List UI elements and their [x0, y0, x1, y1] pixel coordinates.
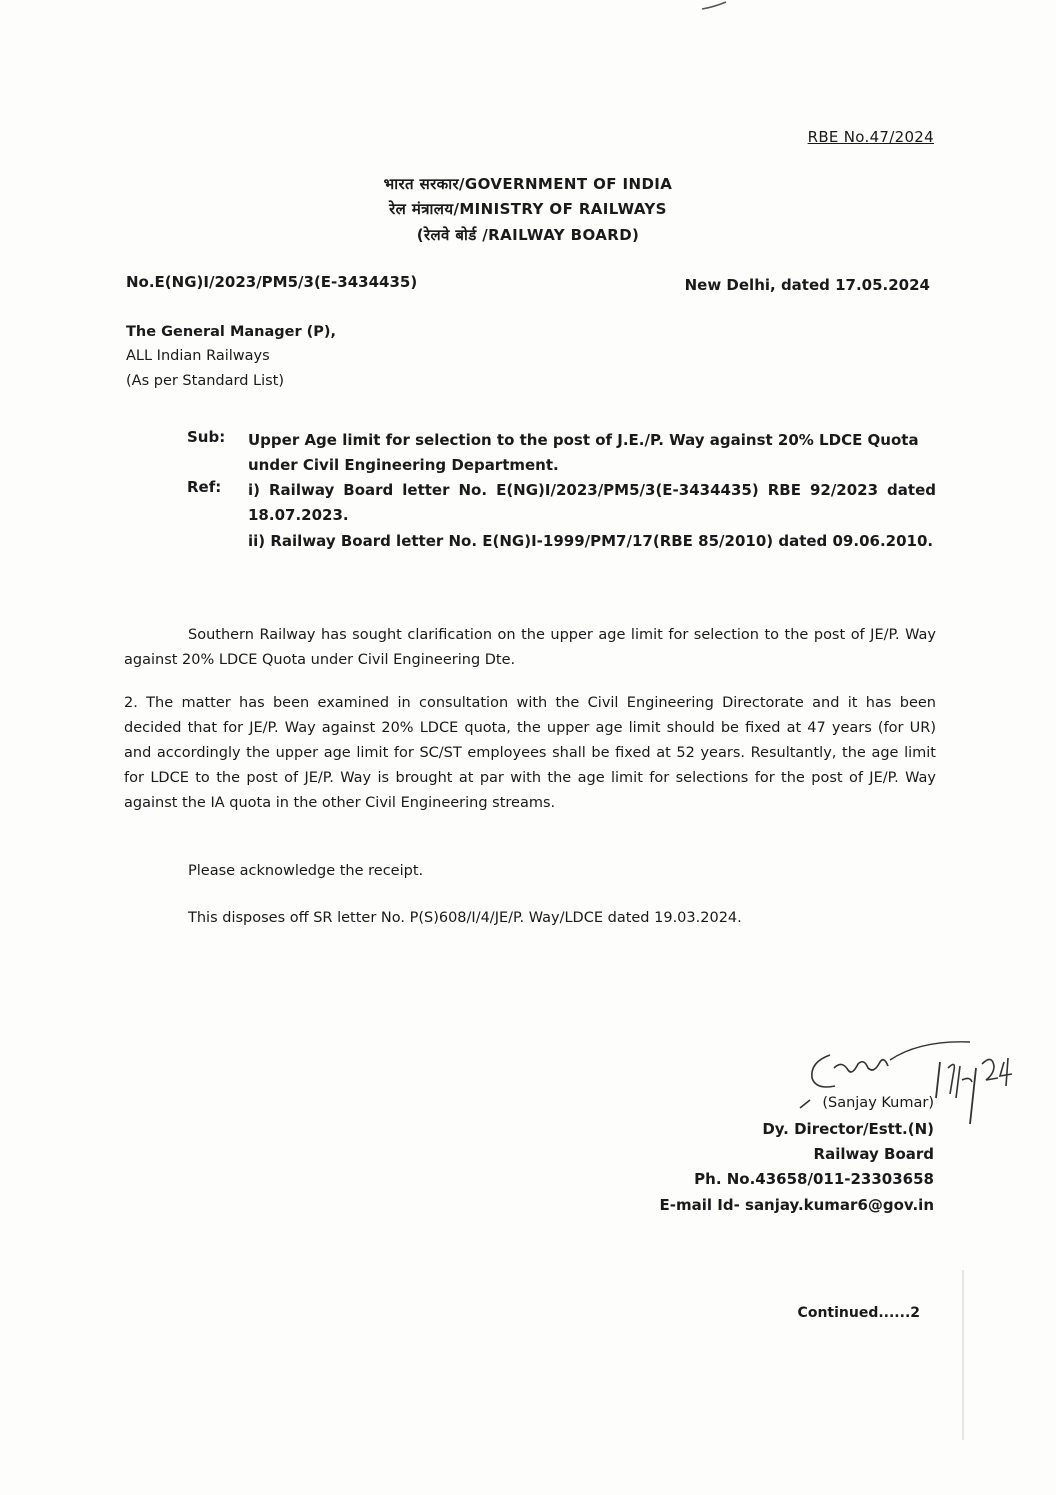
- signatory-phone: Ph. No.43658/011-23303658: [694, 1170, 934, 1188]
- scan-mark: [700, 0, 730, 12]
- reference-1: i) Railway Board letter No. E(NG)I/2023/PM5/3(E-3434435) RBE 92/2023 dated 18.07.2023.: [248, 481, 936, 524]
- signatory-email: E-mail Id- sanjay.kumar6@gov.in: [659, 1196, 934, 1214]
- letter-date: New Delhi, dated 17.05.2024: [684, 276, 930, 294]
- header-board: (रेलवे बोर्ड /RAILWAY BOARD): [416, 226, 640, 244]
- continued-note: Continued......2: [797, 1305, 920, 1321]
- header-government: भारत सरकार/GOVERNMENT OF INDIA: [383, 175, 673, 193]
- reference-2: ii) Railway Board letter No. E(NG)I-1999/PM7/17(RBE 85/2010) dated 09.06.2010.: [248, 532, 934, 550]
- header-ministry: रेल मंत्रालय/MINISTRY OF RAILWAYS: [389, 200, 667, 218]
- signatory-designation: Dy. Director/Estt.(N): [762, 1120, 934, 1138]
- addressee-line-2: ALL Indian Railways: [126, 348, 270, 364]
- body-paragraph-1: Southern Railway has sought clarification on the upper age limit for selection to the post of JE/P. Way against 20% LDCE Quota under Civil Engineering Dte.: [124, 627, 936, 668]
- addressee-line-1: The General Manager (P),: [126, 324, 337, 340]
- body-paragraph-3: Please acknowledge the receipt.: [188, 863, 424, 879]
- letter-number: No.E(NG)I/2023/PM5/3(E-3434435): [126, 273, 418, 291]
- subject-label: Sub:: [187, 428, 226, 446]
- reference-label: Ref:: [187, 478, 222, 496]
- body-paragraph-2: 2. The matter has been examined in consultation with the Civil Engineering Directorate and it has been decided that for JE/P. Way against 20% LDCE quota, the upper age limit should be fixed at 47 years (for UR) and accordingly the upper age limit for SC/ST employees shall be fixed at 52 years. Resultantly, the age limit for LDCE to the post of JE/P. Way is brought at par with the age limit for selections for the post of JE/P. Way against the IA quota in the other Civil Engineering streams.: [124, 695, 936, 811]
- signatory-organisation: Railway Board: [813, 1145, 934, 1163]
- signatory-name: (Sanjay Kumar): [822, 1095, 934, 1111]
- addressee-line-3: (As per Standard List): [126, 373, 285, 389]
- body-paragraph-4: This disposes off SR letter No. P(S)608/I/4/JE/P. Way/LDCE dated 19.03.2024.: [188, 910, 742, 926]
- subject-text: Upper Age limit for selection to the post of J.E./P. Way against 20% LDCE Quota under Civil Engineering Department.: [248, 431, 919, 474]
- rbe-number: RBE No.47/2024: [807, 128, 934, 146]
- scan-edge-line: [962, 1270, 964, 1440]
